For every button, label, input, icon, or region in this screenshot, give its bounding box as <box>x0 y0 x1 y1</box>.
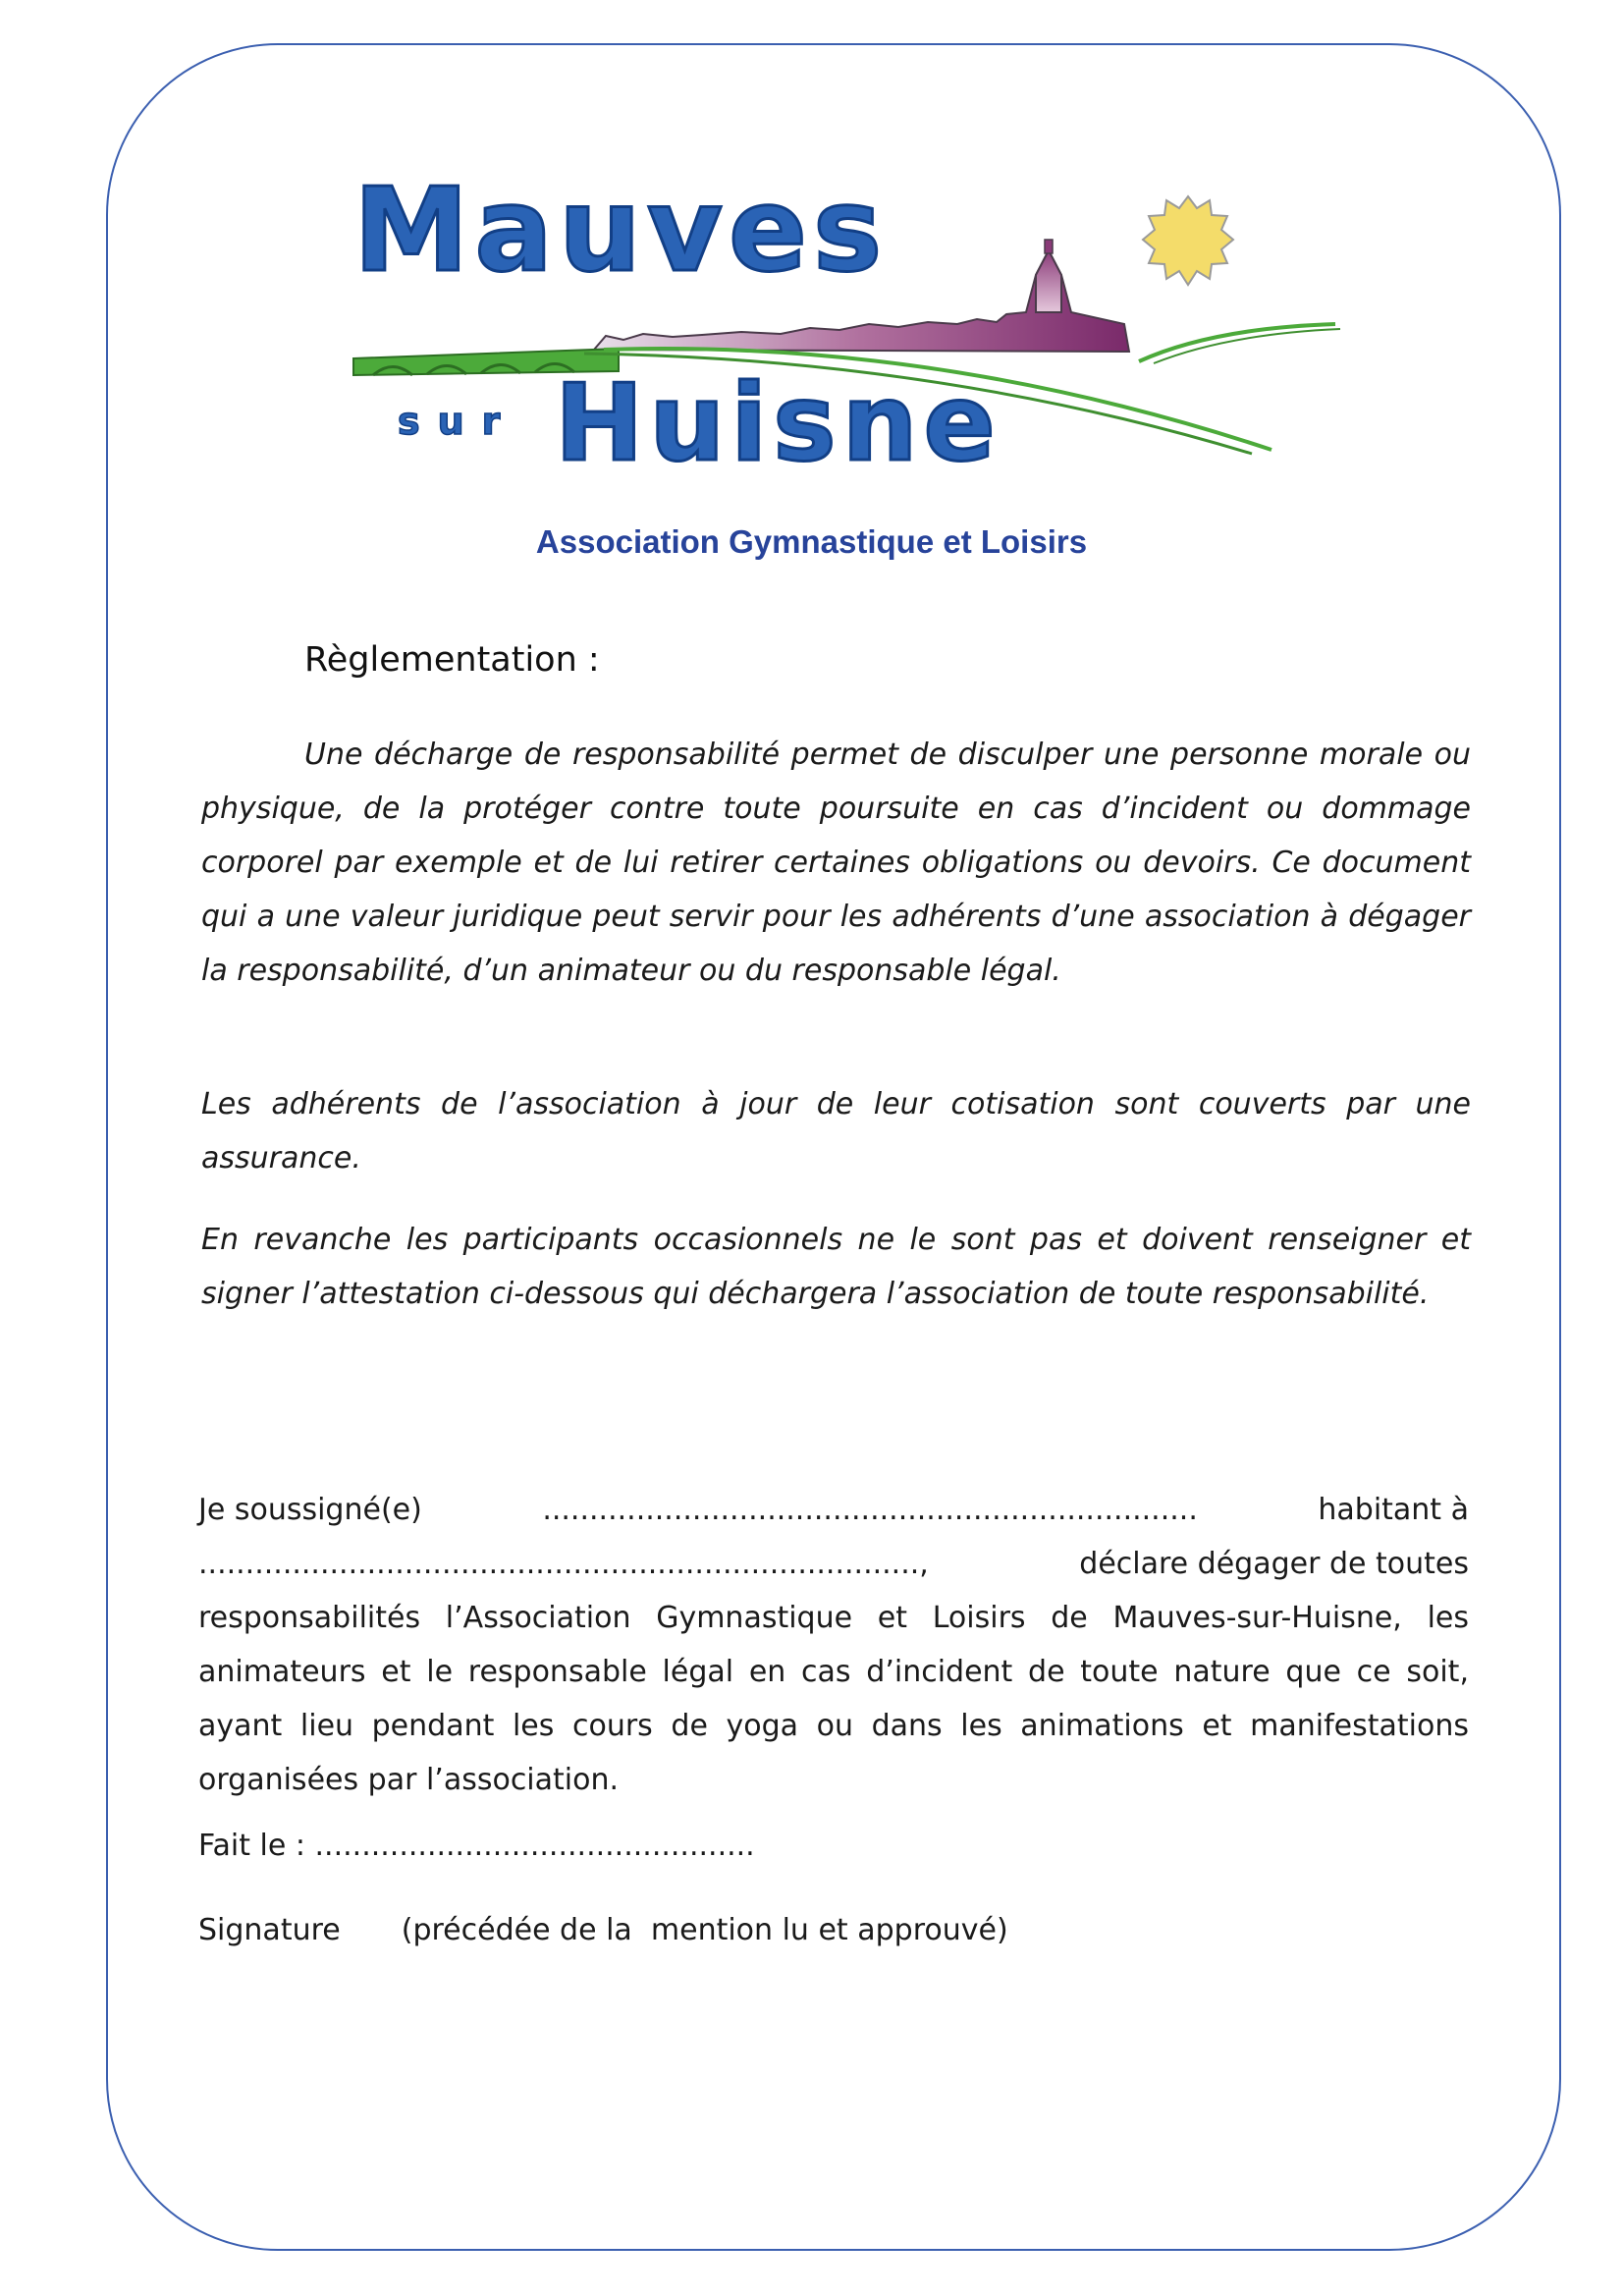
date-label: Fait le : <box>198 1829 305 1863</box>
signature-note[interactable]: (précédée de la mention lu et approuvé) <box>401 1913 1008 1947</box>
logo-text-sur: sur <box>398 400 518 443</box>
paragraph-insurance: Les adhérents de l’association à jour de leur cotisation sont couverts par une assurance. <box>201 1087 1471 1175</box>
sun-icon <box>1143 196 1233 285</box>
mauves-sur-huisne-logo <box>349 157 1350 481</box>
paragraph-occasional: En revanche les participants occasionnels ne le sont pas et doivent renseigner et signer l’attestation ci-dessous qui déchargera l’association de toute responsabilité. <box>201 1223 1471 1311</box>
declaration-start: Je soussigné(e) <box>198 1493 422 1527</box>
date-field[interactable]: ............................................... <box>314 1829 755 1863</box>
signature-line <box>198 1913 1008 1947</box>
city-field[interactable]: ............................................................................., <box>198 1547 929 1581</box>
signature-label: Signature <box>198 1913 341 1947</box>
declaration-after-city: déclare dégager de toutes <box>1079 1547 1469 1581</box>
logo-text-huisne: Huisne <box>555 362 1001 481</box>
association-name: Association Gymnastique et Loisirs <box>535 523 1088 560</box>
logo-graphic <box>349 157 1350 481</box>
date-line <box>198 1829 755 1863</box>
section-title: Règlementation : <box>304 640 600 680</box>
paragraph-definition: Une décharge de responsabilité permet de disculper une personne morale ou physique, de la protéger contre toute poursuite en cas d’incident ou dommage corporel par exemple et de lui retirer certaines obligations ou devoirs. Ce document qui a une valeur juridique peut servir pour les adhérents d’une association à dégager la responsabilité, d’un animateur ou du responsable légal. <box>201 738 1471 988</box>
declaration-block <box>198 1483 1469 1807</box>
declaration-habitant: habitant à <box>1318 1493 1469 1527</box>
logo-text-mauves: Mauves <box>353 162 889 298</box>
name-field[interactable]: ...................................................................... <box>542 1493 1198 1527</box>
declaration-text: responsabilités l’Association Gymnastique et Loisirs de Mauves-sur-Huisne, les animateurs et le responsable légal en cas d’incident de toute nature que ce soit, ayant lieu pendant les cours de yoga ou dans les animations et manifestations organisées par l’association. <box>198 1601 1469 1797</box>
